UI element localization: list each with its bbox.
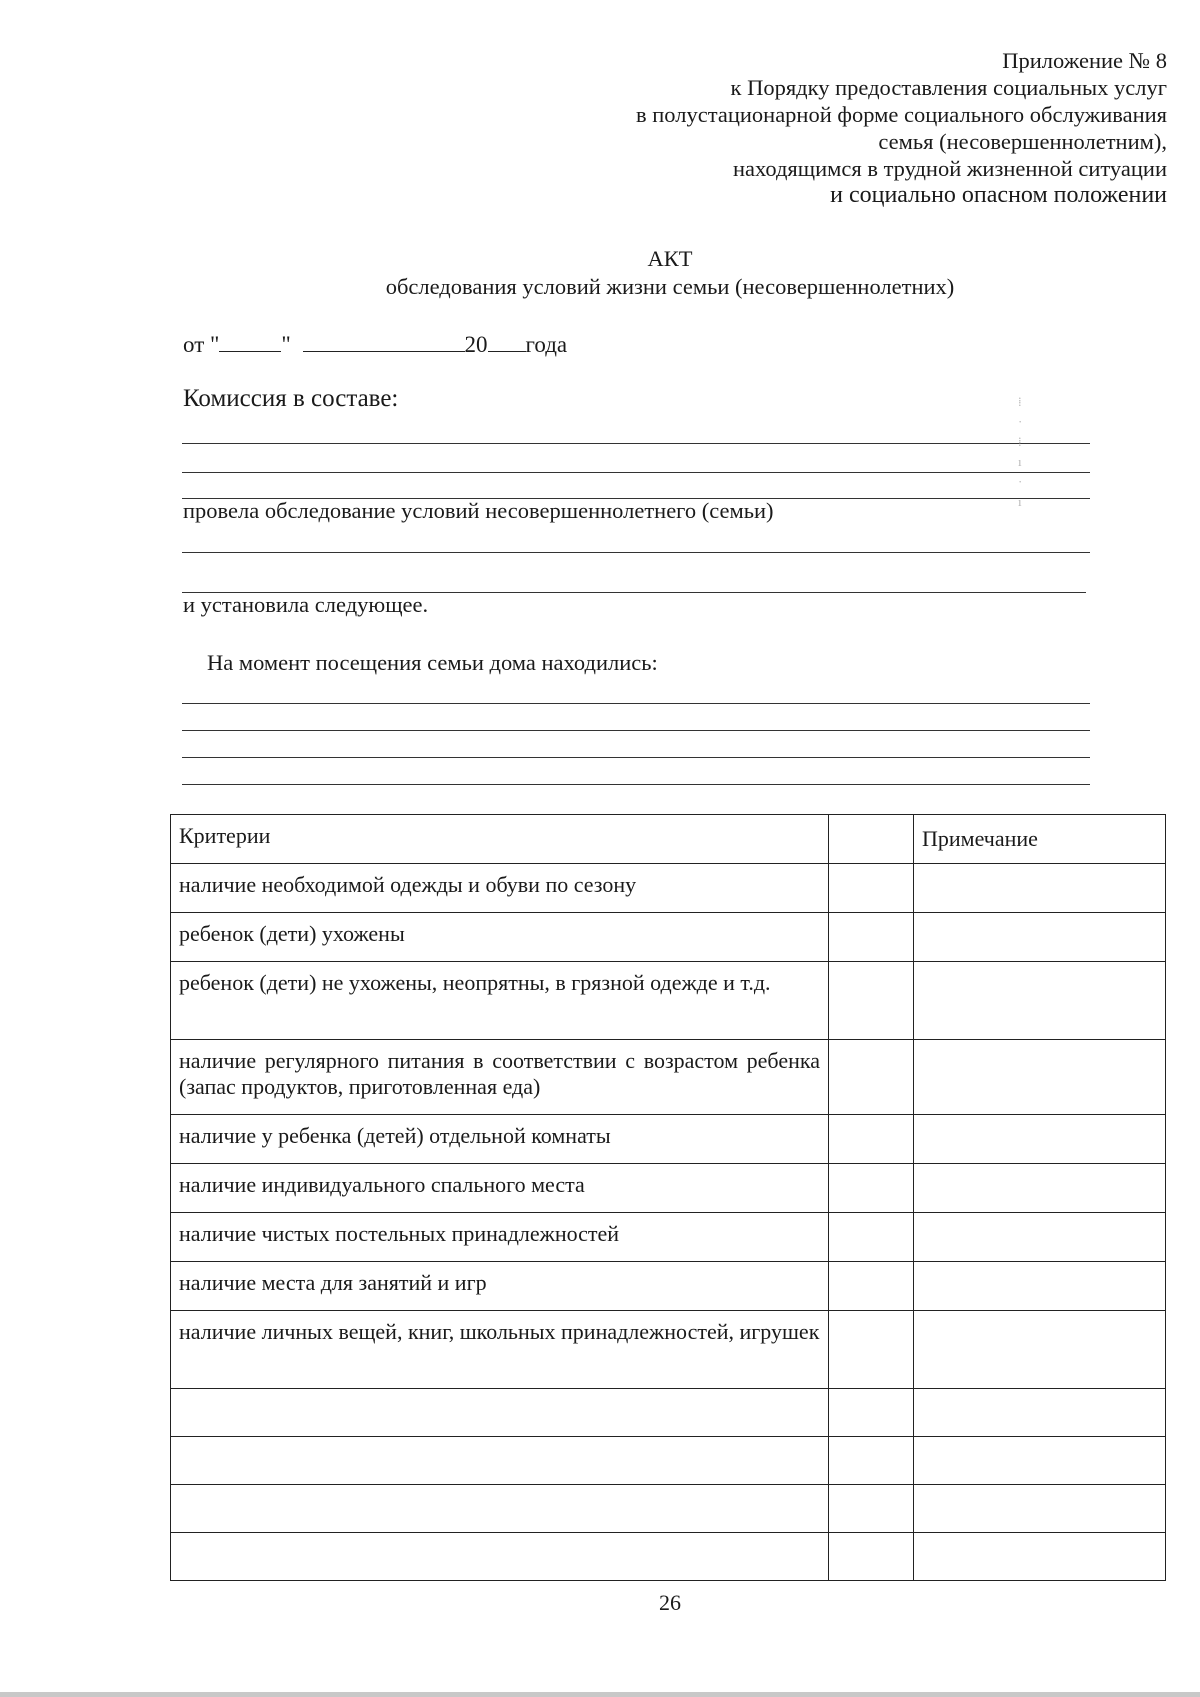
header-mark <box>829 815 914 864</box>
blank-line <box>182 757 1090 758</box>
mark-cell <box>829 1311 914 1389</box>
appendix-header <box>636 47 1167 209</box>
appendix-line: в полустационарной форме социального обслуживания <box>636 102 1167 127</box>
criterion-cell: наличие индивидуального спального места <box>171 1164 829 1213</box>
criterion-cell <box>171 1485 829 1533</box>
table-row <box>171 962 1166 1040</box>
blank-line <box>182 730 1090 731</box>
criterion-cell <box>171 1437 829 1485</box>
note-cell <box>914 962 1166 1040</box>
table-row <box>171 1115 1166 1164</box>
year-blank <box>488 331 526 352</box>
month-blank <box>303 331 465 352</box>
mark-cell <box>829 1533 914 1581</box>
criterion-cell: наличие регулярного питания в соответствии с возрастом ребенка (запас продуктов, приготовленная еда) <box>171 1040 829 1115</box>
table-header-row <box>171 815 1166 864</box>
table-row <box>171 1213 1166 1262</box>
table-row <box>171 1040 1166 1115</box>
year-prefix: 20 <box>464 332 488 357</box>
blank-line <box>182 784 1090 785</box>
document-title: АКТ <box>647 246 693 271</box>
criteria-table <box>170 814 1166 1581</box>
appendix-line: семья (несовершеннолетним), <box>878 129 1167 154</box>
commission-label: Комиссия в составе: <box>183 385 399 412</box>
scan-artifacts: ⁞ · ⁞ ı · ı <box>1018 394 1023 509</box>
header-note: Примечание <box>914 815 1166 864</box>
blank-line <box>182 472 1090 473</box>
document-subtitle: обследования условий жизни семьи (несовершеннолетних) <box>385 274 955 299</box>
criterion-cell <box>171 1533 829 1581</box>
note-cell <box>914 1164 1166 1213</box>
present-text: На момент посещения семьи дома находились: <box>207 650 658 675</box>
header-criteria: Критерии <box>171 815 829 864</box>
table-row <box>171 864 1166 913</box>
table-row <box>171 913 1166 962</box>
mark-cell <box>829 1262 914 1311</box>
table-row <box>171 1533 1166 1581</box>
date-line <box>183 331 567 358</box>
page-number: 26 <box>659 1590 681 1615</box>
blank-line <box>182 703 1090 704</box>
year-suffix: года <box>525 332 568 357</box>
criterion-cell: наличие необходимой одежды и обуви по сезону <box>171 864 829 913</box>
table-row <box>171 1437 1166 1485</box>
mark-cell <box>829 1115 914 1164</box>
note-cell <box>914 864 1166 913</box>
appendix-line: находящимся в трудной жизненной ситуации <box>732 156 1167 181</box>
criterion-cell: наличие личных вещей, книг, школьных принадлежностей, игрушек <box>171 1311 829 1389</box>
date-quote-close: " <box>281 332 291 357</box>
criterion-cell: наличие места для занятий и игр <box>171 1262 829 1311</box>
note-cell <box>914 1311 1166 1389</box>
criterion-cell: наличие чистых постельных принадлежностей <box>171 1213 829 1262</box>
mark-cell <box>829 1485 914 1533</box>
table-row <box>171 1262 1166 1311</box>
blank-line <box>182 443 1090 444</box>
criterion-cell <box>171 1389 829 1437</box>
mark-cell <box>829 1389 914 1437</box>
mark-cell <box>829 864 914 913</box>
table-row <box>171 1389 1166 1437</box>
appendix-line: Приложение № 8 <box>1002 48 1167 73</box>
note-cell <box>914 1389 1166 1437</box>
mark-cell <box>829 1164 914 1213</box>
appendix-line: к Порядку предоставления социальных услуг <box>730 75 1167 100</box>
appendix-line: и социально опасном положении <box>830 182 1167 208</box>
mark-cell <box>829 1040 914 1115</box>
mark-cell <box>829 1213 914 1262</box>
table-row <box>171 1164 1166 1213</box>
conducted-text: провела обследование условий несовершеннолетнего (семьи) <box>183 498 774 523</box>
mark-cell <box>829 913 914 962</box>
note-cell <box>914 1485 1166 1533</box>
mark-cell <box>829 1437 914 1485</box>
criterion-cell: ребенок (дети) ухожены <box>171 913 829 962</box>
blank-line <box>182 552 1090 553</box>
document-title-block <box>0 245 1200 301</box>
criterion-cell: наличие у ребенка (детей) отдельной комнаты <box>171 1115 829 1164</box>
note-cell <box>914 1040 1166 1115</box>
note-cell <box>914 913 1166 962</box>
note-cell <box>914 1213 1166 1262</box>
date-prefix: от " <box>183 332 220 357</box>
established-text: и установила следующее. <box>183 592 429 617</box>
scan-page-edge <box>0 1692 1200 1697</box>
criterion-cell: ребенок (дети) не ухожены, неопрятны, в грязной одежде и т.д. <box>171 962 829 1040</box>
note-cell <box>914 1115 1166 1164</box>
day-blank <box>219 331 281 352</box>
note-cell <box>914 1262 1166 1311</box>
note-cell <box>914 1533 1166 1581</box>
mark-cell <box>829 962 914 1040</box>
table-row <box>171 1311 1166 1389</box>
note-cell <box>914 1437 1166 1485</box>
table-row <box>171 1485 1166 1533</box>
